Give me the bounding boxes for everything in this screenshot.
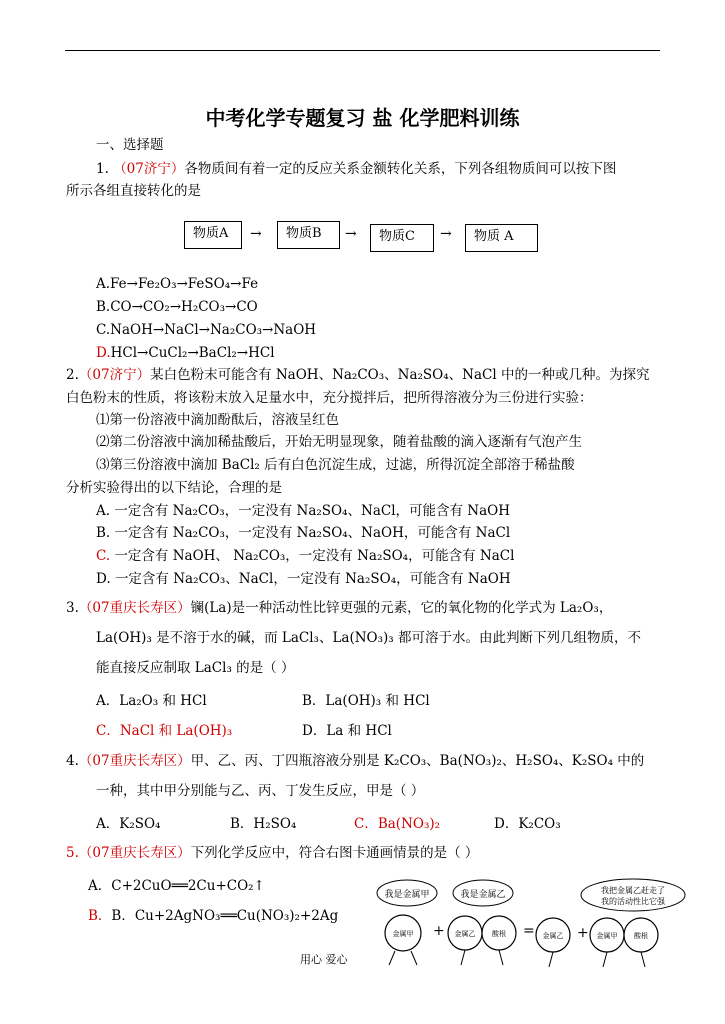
q4-option-a: A．K₂SO₄ bbox=[96, 816, 161, 832]
q1-option-d: D.HCl→CuCl₂→BaCl₂→HCl bbox=[96, 345, 275, 361]
q4-option-d: D．K₂CO₃ bbox=[494, 816, 561, 832]
svg-text:我的活动性比它强: 我的活动性比它强 bbox=[601, 897, 665, 906]
q3-line2: La(OH)₃ 是不溶于水的碱，而 LaCl₃、La(NO₃)₃ 都可溶于水。由此判断下列几组物质，不 bbox=[96, 630, 641, 646]
q2-step1: ⑴第一份溶液中滴加酚酞后，溶液呈红色 bbox=[96, 412, 339, 428]
svg-text:金属甲: 金属甲 bbox=[392, 930, 414, 938]
q4-line1: 4.（07重庆长寿区）甲、乙、丙、丁四瓶溶液分别是 K₂CO₃、Ba(NO₃)₂、H₂SO₄、K₂SO₄ 中的 bbox=[66, 753, 645, 769]
section-heading: 一、选择题 bbox=[96, 137, 164, 153]
q1-line2: 所示各组直接转化的是 bbox=[66, 183, 201, 199]
q4-option-b: B．H₂SO₄ bbox=[230, 816, 297, 832]
flow-box-b: 物质B bbox=[277, 221, 340, 249]
svg-text:=: = bbox=[523, 923, 535, 939]
svg-text:金属甲: 金属甲 bbox=[596, 932, 618, 940]
q2-option-d: D. 一定含有 Na₂CO₃、NaCl，一定没有 Na₂SO₄，可能含有 NaOH bbox=[96, 571, 511, 587]
svg-text:+: + bbox=[433, 923, 445, 939]
header-rule bbox=[65, 50, 660, 51]
q2-line1: 2.（07济宁）某白色粉末可能含有 NaOH、Na₂CO₃、Na₂SO₄、NaCl 中的一种或几种。为探究 bbox=[66, 367, 650, 383]
q3-option-d: D．La 和 HCl bbox=[302, 723, 392, 739]
svg-text:金属乙: 金属乙 bbox=[454, 930, 476, 938]
q1-text: 各物质间有着一定的反应关系金额转化关系，下列各组物质间可以按下图 bbox=[184, 161, 617, 177]
q2-step2: ⑵第二份溶液中滴加稀盐酸后，开始无明显现象，随着盐酸的滴入逐渐有气泡产生 bbox=[96, 434, 582, 450]
flow-box-a-end: 物质 A bbox=[465, 224, 538, 252]
q3-option-c: C．NaCl 和 La(OH)₃ bbox=[96, 723, 233, 739]
q4-source: （07重庆长寿区） bbox=[78, 753, 191, 769]
bubble-text-1: 我是金属甲 bbox=[384, 890, 430, 900]
q5-source: （07重庆长寿区） bbox=[78, 845, 191, 861]
speech-bubble-3 bbox=[581, 879, 685, 911]
bubble-text-2: 我是金属乙 bbox=[460, 890, 506, 900]
q1-line1 bbox=[96, 160, 616, 178]
flow-arrow-icon: → bbox=[345, 226, 357, 242]
q3-option-b: B．La(OH)₃ 和 HCl bbox=[302, 693, 430, 709]
q4-option-c: C．Ba(NO₃)₂ bbox=[354, 816, 441, 832]
q2-line3: 分析实验得出的以下结论，合理的是 bbox=[66, 480, 282, 496]
q2-option-c: C. 一定含有 NaOH、 Na₂CO₃，一定没有 Na₂SO₄，可能含有 NaCl bbox=[96, 548, 515, 564]
flow-arrow-icon: → bbox=[440, 226, 452, 242]
page-footer: 用心 爱心 bbox=[300, 953, 348, 966]
flow-box-c: 物质C bbox=[370, 224, 434, 252]
q1-number: 1. bbox=[96, 161, 109, 177]
q2-option-a: A. 一定含有 Na₂CO₃，一定没有 Na₂SO₄、NaCl，可能含有 NaOH bbox=[96, 503, 511, 519]
flow-arrow-icon: → bbox=[250, 226, 262, 242]
svg-text:金属乙: 金属乙 bbox=[542, 932, 564, 940]
q2-line2: 白色粉末的性质，将该粉末放入足量水中，充分搅拌后，把所得溶液分为三份进行实验： bbox=[66, 390, 593, 406]
q1-source: （07济宁） bbox=[113, 161, 185, 177]
svg-text:+: + bbox=[577, 925, 589, 941]
q2-option-b: B. 一定含有 Na₂CO₃，一定没有 Na₂SO₄、NaOH，可能含有 NaCl bbox=[96, 525, 511, 541]
q1-option-a: A.Fe→Fe₂O₃→FeSO₄→Fe bbox=[96, 276, 259, 292]
svg-text:酸根: 酸根 bbox=[492, 930, 506, 938]
flow-box-a: 物质A bbox=[184, 221, 242, 249]
q2-source: （07济宁） bbox=[78, 367, 151, 383]
q3-source: （07重庆长寿区） bbox=[78, 600, 191, 616]
q5-option-b: B．B．Cu+2AgNO₃══Cu(NO₃)₂+2Ag bbox=[88, 908, 339, 924]
bubble-text-3: 我把金属乙赶走了 bbox=[601, 886, 665, 895]
svg-text:酸根: 酸根 bbox=[634, 932, 648, 940]
q5-option-a: A．C+2CuO══2Cu+CO₂↑ bbox=[88, 878, 265, 894]
q2-step3: ⑶第三份溶液中滴加 BaCl₂ 后有白色沉淀生成，过滤，所得沉淀全部溶于稀盐酸 bbox=[96, 457, 575, 473]
q1-option-b: B.CO→CO₂→H₂CO₃→CO bbox=[96, 299, 258, 315]
q4-line2: 一种，其中甲分别能与乙、丙、丁发生反应，甲是（ ） bbox=[96, 783, 425, 799]
q5-line1: 5.（07重庆长寿区）下列化学反应中，符合右图卡通画情景的是（ ） bbox=[66, 845, 479, 861]
q3-option-a: A．La₂O₃ 和 HCl bbox=[96, 693, 207, 709]
q3-line3: 能直接反应制取 LaCl₃ 的是（ ） bbox=[96, 660, 295, 676]
q1-option-c: C.NaOH→NaCl→Na₂CO₃→NaOH bbox=[96, 322, 317, 338]
metal-displacement-cartoon bbox=[375, 873, 687, 973]
q3-line1: 3.（07重庆长寿区）镧(La)是一种活动性比锌更强的元素，它的氧化物的化学式为 La₂O₃， bbox=[66, 600, 613, 616]
page-title: 中考化学专题复习 盐 化学肥料训练 bbox=[205, 106, 520, 130]
